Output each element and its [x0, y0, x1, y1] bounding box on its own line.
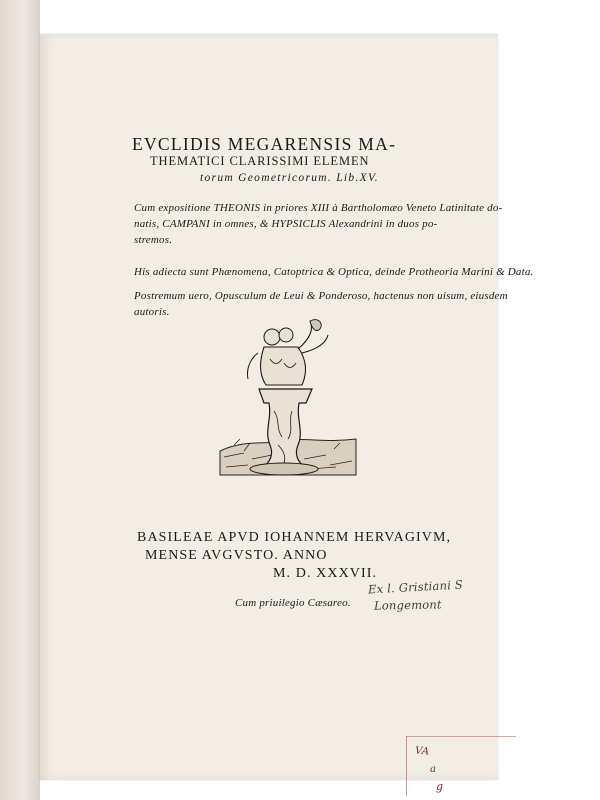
title-page: [40, 34, 534, 793]
description-line-1: Cum expositione THEONIS in priores XIII à Bartholomæo Veneto Latinitate do-: [134, 202, 503, 214]
ownership-inscription-line-1: Ex l. Gristiani S: [367, 577, 464, 597]
description-line-5: Postremum uero, Opusculum de Leui & Ponderoso, hactenus non uisum, eiusdem: [134, 290, 508, 302]
description-line-3: stremos.: [134, 234, 173, 246]
description-line-6: autoris.: [134, 306, 170, 318]
shelf-mark-line-3: g: [436, 780, 444, 793]
shelf-mark-line-2: a: [430, 764, 437, 775]
shelf-mark-line-1: VA: [414, 745, 430, 758]
description-line-2: natis, CAMPANI in omnes, & HYPSICLIS Alexandrini in duos po-: [134, 218, 438, 230]
title-line-2: THEMATICI CLARISSIMI ELEMEN: [150, 154, 370, 168]
printers-device-woodcut: [214, 319, 362, 505]
imprint-line-1: BASILEAE APVD IOHANNEM HERVAGIVM,: [137, 530, 452, 545]
title-line-3: torum Geometricorum. Lib.XV.: [200, 172, 379, 184]
title-line-1: EVCLIDIS MEGARENSIS MA-: [132, 134, 397, 154]
imprint-line-2: MENSE AVGVSTO. ANNO: [145, 548, 328, 563]
imprint-line-3: M. D. XXXVII.: [273, 566, 378, 581]
pencil-mark-horizontal: [406, 736, 516, 737]
book-spine-edge: [0, 0, 40, 800]
privilege-line: Cum priuilegio Cæsareo.: [235, 597, 351, 609]
ownership-inscription-line-2: Longemont: [373, 597, 442, 613]
pencil-mark-vertical: [406, 736, 407, 796]
description-line-4: His adiecta sunt Phænomena, Catoptrica & Optica, deinde Protheoria Marini & Data.: [134, 266, 534, 278]
